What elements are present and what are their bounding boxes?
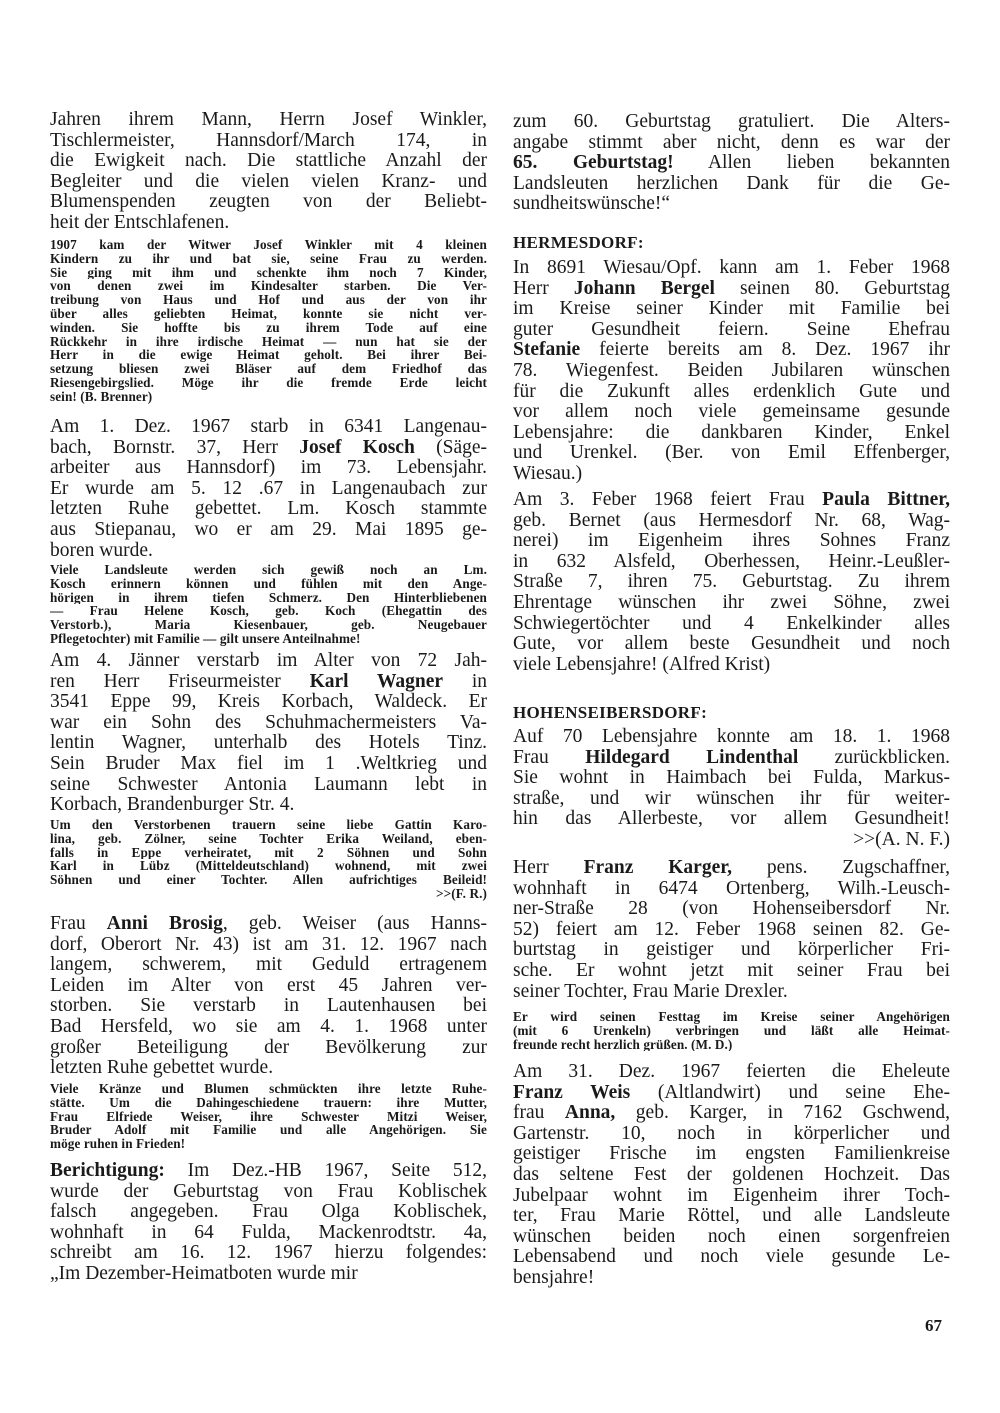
text-line: (mit 6 Urenkeln) verbringen und läßt alle Heimat- bbox=[513, 1023, 950, 1038]
text-line: Stefanie feierte bereits am 8. Dez. 1967 ihr bbox=[513, 340, 950, 361]
text-line: angabe stimmt aber nicht, denn es war der bbox=[513, 132, 950, 153]
text-line: Wiesau.) bbox=[513, 463, 583, 484]
text-line: storben. Sie verstarb in Lautenhausen bei bbox=[50, 996, 487, 1017]
text-line: war ein Sohn des Schuhmachermeisters Va- bbox=[50, 712, 487, 733]
text-line: Sie ging mit ihm und schenkte ihm noch 7 Kinder, bbox=[50, 265, 487, 280]
text-line: lentin Wagner, unterhalb des Hotels Tinz. bbox=[50, 733, 487, 754]
paragraph-wagner bbox=[50, 651, 487, 816]
text-line: Söhnen und einer Tochter. Allen aufrichtiges Beileid! bbox=[50, 873, 487, 887]
note-brosig bbox=[50, 1082, 487, 1151]
text-line: schreibt am 16. 12. 1967 hierzu folgendes: bbox=[50, 1243, 487, 1264]
text-line: letzten Ruhe gebettet wurde. bbox=[50, 1058, 274, 1079]
text-line: wünschen beiden noch einen sorgenfreien bbox=[513, 1226, 950, 1247]
paragraph-berichtigung bbox=[50, 1161, 487, 1285]
paragraph-kosch bbox=[50, 417, 487, 561]
signature-line: >>(F. R.) bbox=[436, 886, 487, 901]
heading-hohenseibersdorf: HOHENSEIBERSDORF: bbox=[513, 703, 708, 722]
text-line: sche. Er wohnt jetzt mit seiner Frau bei bbox=[513, 960, 950, 981]
text-line: 52) feiert am 12. Feber 1968 seinen 82. Ge- bbox=[513, 919, 950, 940]
text-line: Sie wohnt in Haimbach bei Fulda, Markus- bbox=[513, 768, 950, 789]
text-line: Er wurde am 5. 12 .67 in Langenaubach zur bbox=[50, 478, 487, 499]
text-line: Berichtigung: Im Dez.-HB 1967, Seite 512, bbox=[50, 1161, 487, 1181]
text-line: Er wird seinen Festtag im Kreise seiner Angehörigen bbox=[513, 1010, 950, 1024]
text-line: Sein Bruder Max fiel im 1 .Weltkrieg und bbox=[50, 753, 487, 774]
text-line: Auf 70 Lebensjahre konnte am 18. 1. 1968 bbox=[513, 727, 950, 747]
text-line: winden. Sie hoffte bis zu ihrem Tode auf eine bbox=[50, 320, 487, 335]
text-line: Rückkehr in ihre irdische Heimat — nun hat sie der bbox=[50, 334, 487, 349]
text-line: letzten Ruhe gebettet. Lm. Kosch stammte bbox=[50, 499, 487, 520]
text-line: bensjahre! bbox=[513, 1267, 595, 1288]
text-line: boren wurde. bbox=[50, 540, 153, 561]
paragraph-lindenthal bbox=[513, 727, 950, 851]
note-kosch bbox=[50, 563, 487, 646]
text-line: geb. Bernet (aus Hermesdorf Nr. 68, Wag- bbox=[513, 510, 950, 531]
text-line: seine Schwester Antonia Laumann lebt in bbox=[50, 774, 487, 795]
text-line: zum 60. Geburtstag gratuliert. Die Alters- bbox=[513, 112, 950, 132]
text-line: 1907 kam der Witwer Josef Winkler mit 4 kleinen bbox=[50, 238, 487, 252]
note-wagner bbox=[50, 818, 487, 901]
text-line: 3541 Eppe 99, Kreis Korbach, Waldeck. Er bbox=[50, 692, 487, 713]
text-line: falls in Eppe verheiratet, mit 2 Söhnen und Sohn bbox=[50, 845, 487, 860]
text-line: nerei) im Eigenheim ihres Sohnes Franz bbox=[513, 531, 950, 552]
text-line: Frau Anni Brosig, geb. Weiser (aus Hanns- bbox=[50, 914, 487, 934]
text-line: heit der Entschlafenen. bbox=[50, 212, 230, 233]
text-line: geistiger Frische im engsten Familienkreise bbox=[513, 1144, 950, 1165]
text-line: guter Gesundheit feiern. Seine Ehefrau bbox=[513, 319, 950, 340]
text-line: die Ewigkeit nach. Die stattliche Anzahl der bbox=[50, 151, 487, 172]
text-line: Viele Kränze und Blumen schmückten ihre letzte Ruhe- bbox=[50, 1082, 487, 1096]
text-line: ter, Frau Marie Röttel, und alle Landsleute bbox=[513, 1206, 950, 1227]
text-line: Herr Johann Bergel seinen 80. Geburtstag bbox=[513, 278, 950, 299]
text-line: Begleiter und die vielen vielen Kranz- und bbox=[50, 171, 487, 192]
text-line: Frau Elfriede Weiser, ihre Schwester Mitzi Weiser, bbox=[50, 1109, 487, 1124]
text-line: sein! (B. Brenner) bbox=[50, 389, 153, 404]
text-line: vor allem noch viele gemeinsame gesunde bbox=[513, 402, 950, 423]
text-line: und Urenkel. (Ber. von Emil Effenberger, bbox=[513, 443, 950, 464]
text-line: Gartenstr. 10, noch in körperlicher und bbox=[513, 1123, 950, 1144]
text-line: burtstag in geistiger und körperlicher Fri- bbox=[513, 940, 950, 961]
text-line: möge ruhen in Frieden! bbox=[50, 1137, 186, 1151]
text-line: Leiden im Alter von erst 45 Jahren ver- bbox=[50, 975, 487, 996]
paragraph-weis bbox=[513, 1062, 950, 1289]
text-line: freunde recht herzlich grüßen. (M. D.) bbox=[513, 1037, 733, 1052]
text-line: Kosch erinnern können und fühlen mit den Ange- bbox=[50, 576, 487, 591]
text-line: großer Beteiligung der Bevölkerung zur bbox=[50, 1037, 487, 1058]
text-line: ner-Straße 28 (von Hohenseibersdorf Nr. bbox=[513, 899, 950, 920]
text-line: Lebensjahre: die dankbaren Kinder, Enkel bbox=[513, 422, 950, 443]
text-line: wurde der Geburtstag von Frau Koblischek bbox=[50, 1181, 487, 1202]
paragraph-karger bbox=[513, 858, 950, 1002]
text-line: — Frau Helene Kosch, geb. Koch (Ehegattin des bbox=[50, 604, 487, 619]
text-line: Ehrentage wünschen ihr zwei Söhne, zwei bbox=[513, 592, 950, 613]
text-line: Landsleuten herzlichen Dank für die Ge- bbox=[513, 173, 950, 194]
page-number: 67 bbox=[925, 1316, 942, 1335]
text-line: wohnhaft in 64 Fulda, Mackenrodtstr. 4a, bbox=[50, 1222, 487, 1243]
text-line: Kindern zu ihr und bat sie, seine Frau zu werden. bbox=[50, 251, 487, 266]
text-line: Lebensabend und noch viele gesunde Le- bbox=[513, 1247, 950, 1268]
text-line: Am 31. Dez. 1967 feierten die Eheleute bbox=[513, 1062, 950, 1082]
text-line: lina, geb. Zölner, seine Tochter Erika Weiland, eben- bbox=[50, 831, 487, 846]
text-line: Riesengebirgslied. Möge ihr die fremde Erde leicht bbox=[50, 375, 487, 390]
text-line: treibung von Haus und Hof und aus der von ihr bbox=[50, 293, 487, 307]
signature-line: >>(A. N. F.) bbox=[853, 829, 950, 850]
heading-hermesdorf: HERMESDORF: bbox=[513, 233, 644, 252]
text-line: Am 4. Jänner verstarb im Alter von 72 Jah- bbox=[50, 651, 487, 671]
paragraph-winkler-end bbox=[50, 110, 487, 234]
text-line: Am 1. Dez. 1967 starb in 6341 Langenau- bbox=[50, 417, 487, 437]
text-line: Tischlermeister, Hannsdorf/March 174, in bbox=[50, 130, 487, 151]
text-line: Franz Weis (Altlandwirt) und seine Ehe- bbox=[513, 1082, 950, 1103]
text-line: falsch angegeben. Frau Olga Koblischek, bbox=[50, 1202, 487, 1223]
text-line: Verstorb.), Maria Kiesenbauer, geb. Neugebauer bbox=[50, 618, 487, 632]
text-line: ren Herr Friseurmeister Karl Wagner in bbox=[50, 671, 487, 692]
text-line: Gute, vor allem beste Gesundheit und noch bbox=[513, 634, 950, 655]
text-line: für die Zukunft alles erdenklich Gute und bbox=[513, 381, 950, 402]
text-line: Frau Hildegard Lindenthal zurückblicken. bbox=[513, 747, 950, 768]
text-line: Herr Franz Karger, pens. Zugschaffner, bbox=[513, 858, 950, 878]
text-line: hin das Allerbeste, vor allem Gesundheit! bbox=[513, 809, 950, 830]
text-line: 78. Wiegenfest. Beiden Jubilaren wünschen bbox=[513, 360, 950, 381]
text-line: aus Stiepanau, wo er am 29. Mai 1895 ge- bbox=[50, 519, 487, 540]
text-line: „Im Dezember-Heimatboten wurde mir bbox=[50, 1263, 358, 1284]
text-line: In 8691 Wiesau/Opf. kann am 1. Feber 1968 bbox=[513, 258, 950, 278]
text-line: das seltene Fest der goldenen Hochzeit. Das bbox=[513, 1164, 950, 1185]
text-line: über alles geliebten Heimat, konnte sie nicht ver- bbox=[50, 306, 487, 321]
text-line: in 632 Alsfeld, Oberhessen, Heinr.-Leußler- bbox=[513, 551, 950, 572]
paragraph-koblischek-end bbox=[513, 112, 950, 215]
text-line: Am 3. Feber 1968 feiert Frau Paula Bittner, bbox=[513, 490, 950, 510]
text-line: viele Lebensjahre! (Alfred Krist) bbox=[513, 654, 771, 675]
text-line: Karl in Lübz (Mitteldeutschland) wohnend, mit zwei bbox=[50, 859, 487, 874]
text-line: Viele Landsleute werden sich gewiß noch an Lm. bbox=[50, 563, 487, 577]
text-line: Herr in die ewige Heimat geholt. Bei ihrer Bei- bbox=[50, 348, 487, 363]
note-winkler bbox=[50, 238, 487, 404]
paragraph-bergel bbox=[513, 258, 950, 485]
text-line: Jubelpaar wohnt im Eigenheim ihrer Toch- bbox=[513, 1185, 950, 1206]
text-line: Um den Verstorbenen trauern seine liebe Gattin Karo- bbox=[50, 818, 487, 832]
paragraph-bittner bbox=[513, 490, 950, 675]
text-line: Korbach, Brandenburger Str. 4. bbox=[50, 795, 295, 816]
text-line: Bruder Adolf mit Familie und alle Angehörigen. Sie bbox=[50, 1123, 487, 1138]
note-karger bbox=[513, 1010, 950, 1051]
text-line: Blumenspenden zeugten von der Beliebt- bbox=[50, 192, 487, 213]
text-line: Bad Hersfeld, wo sie am 4. 1. 1968 unter bbox=[50, 1016, 487, 1037]
text-line: von denen zwei im Kindesalter starben. Die Ver- bbox=[50, 279, 487, 294]
text-line: arbeiter aus Hannsdorf) im 73. Lebensjahr. bbox=[50, 458, 487, 479]
text-line: im Kreise seiner Kinder mit Familie bei bbox=[513, 299, 950, 320]
text-line: stätte. Um die Dahingeschiedene trauern: ihre Mutter, bbox=[50, 1095, 487, 1110]
text-line: straße, und wir wünschen ihr für weiter- bbox=[513, 788, 950, 809]
text-line: langem, schwerem, mit Geduld ertragenem bbox=[50, 955, 487, 976]
text-line: dorf, Oberort Nr. 43) ist am 31. 12. 1967 nach bbox=[50, 934, 487, 955]
text-line: Schwiegertöchter und 4 Enkelkinder alles bbox=[513, 613, 950, 634]
text-line: hörigen in ihrem tiefen Schmerz. Den Hinterbliebenen bbox=[50, 590, 487, 605]
text-line: frau Anna, geb. Karger, in 7162 Gschwend, bbox=[513, 1103, 950, 1124]
text-line: Jahren ihrem Mann, Herrn Josef Winkler, bbox=[50, 110, 487, 130]
text-line: wohnhaft in 6474 Ortenberg, Wilh.-Leusch- bbox=[513, 878, 950, 899]
text-line: Straße 7, ihren 75. Geburtstag. Zu ihrem bbox=[513, 572, 950, 593]
text-line: seiner Tochter, Frau Marie Drexler. bbox=[513, 981, 788, 1002]
text-line: setzung bliesen zwei Bläser auf dem Friedhof das bbox=[50, 362, 487, 376]
text-line: sundheitswünsche!“ bbox=[513, 194, 671, 215]
text-line: Pflegetochter) mit Familie — gilt unsere Anteilnahme! bbox=[50, 631, 361, 646]
text-line: bach, Bornstr. 37, Herr Josef Kosch (Säge- bbox=[50, 437, 487, 458]
text-line: 65. Geburtstag! Allen lieben bekannten bbox=[513, 153, 950, 174]
paragraph-brosig bbox=[50, 914, 487, 1079]
